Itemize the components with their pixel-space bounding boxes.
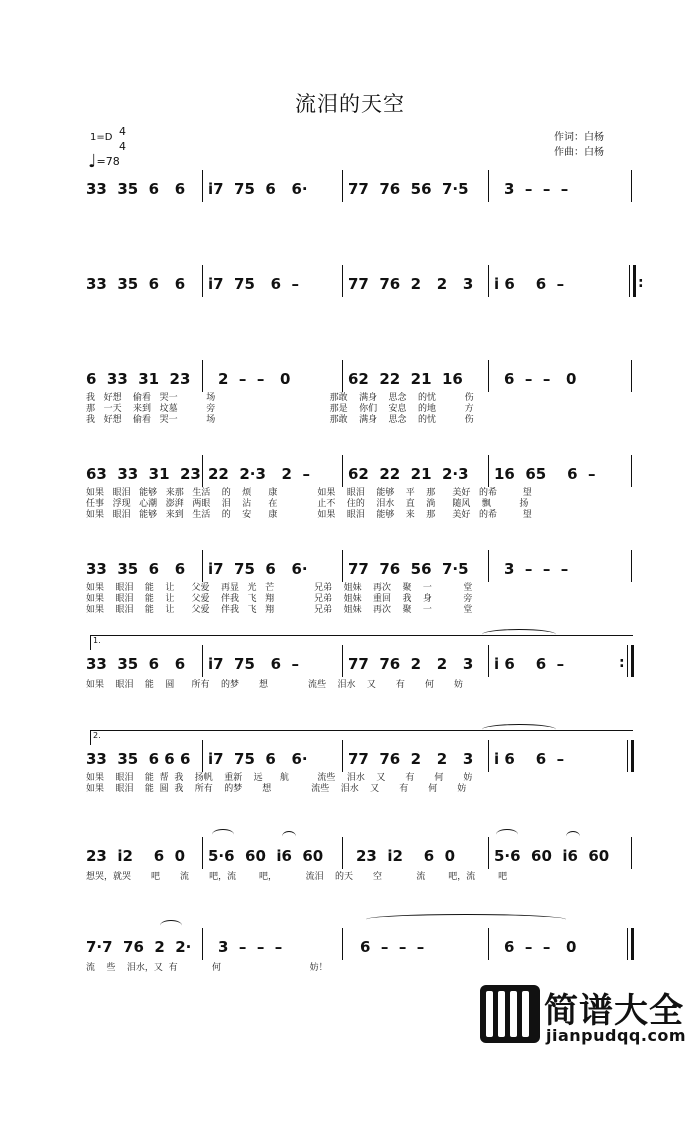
song-title: 流泪的天空	[295, 92, 405, 116]
measure: 33 35 6 6 6	[86, 750, 191, 768]
barline	[342, 550, 343, 582]
barline	[631, 550, 632, 582]
barline	[631, 455, 632, 487]
tempo-marking	[88, 151, 120, 172]
measure: 77 76 2 2 3	[348, 655, 474, 673]
tempo-value: =78	[96, 155, 120, 168]
measure: i 6 6 –	[494, 655, 565, 673]
piano-keys-icon	[480, 985, 540, 1043]
lyricist: 作词：白杨	[554, 132, 604, 143]
lyric-line: 如果 眼泪 能 让 父爱 伴我 飞 翔 兄弟 姐妹 重回 我 身 旁	[86, 594, 473, 604]
measure: i7 75 6 6·	[208, 750, 308, 768]
time-signature	[119, 124, 126, 154]
barline	[488, 170, 489, 202]
measure: 22 2·3 2 –	[208, 465, 310, 483]
lyric-line: 如果 眼泪 能 圆 我 所有 的梦 想 流些 泪水 又 有 何 妨	[86, 784, 467, 794]
measure: 6 33 31 23	[86, 370, 191, 388]
barline	[202, 360, 203, 392]
repeat-dots: :	[638, 275, 644, 291]
volta-bracket-1: 1.	[90, 635, 633, 650]
measure: 6 – – 0	[504, 370, 577, 388]
barline	[488, 740, 489, 772]
key-signature: 1=D	[90, 132, 113, 143]
measure: 3 – – –	[504, 560, 569, 578]
barline	[202, 645, 203, 677]
notes-row	[84, 938, 644, 960]
measure: 16 65 6 –	[494, 465, 596, 483]
measure: i7 75 6 –	[208, 655, 299, 673]
measure: 33 35 6 6	[86, 275, 186, 293]
lyric-line: 任事 浮现 心潮 澎湃 两眼 泪 沾 在 止不 住的 泪水 直 淌 随风 飘 扬	[86, 499, 529, 509]
lyric-line: 如果 眼泪 能 帮 我 扬帆 重新 远 航 流些 泪水 又 有 何 妨	[86, 773, 473, 783]
barline	[627, 928, 628, 960]
slur	[496, 829, 518, 840]
barline	[342, 645, 343, 677]
barline	[202, 170, 203, 202]
watermark-url: jianpudqq.com	[546, 1026, 687, 1045]
barline	[488, 550, 489, 582]
slur	[282, 831, 296, 842]
notes-row	[84, 655, 644, 677]
barline	[629, 265, 630, 297]
barline	[202, 837, 203, 869]
repeat-barline	[631, 645, 634, 677]
slur	[482, 724, 556, 735]
slur	[160, 920, 182, 931]
barline	[342, 928, 343, 960]
measure: 33 35 6 6	[86, 560, 186, 578]
measure: 62 22 21 16	[348, 370, 463, 388]
repeat-dots: :	[619, 655, 625, 671]
measure: i7 75 6 6·	[208, 560, 308, 578]
final-barline	[631, 928, 634, 960]
lyric-line: 想哭，就哭 吧 流 吧，流 吧， 流泪 的天 空 流 吧，流 吧	[86, 872, 508, 882]
slur	[566, 831, 580, 842]
barline	[342, 265, 343, 297]
lyric-line: 我 好想 偷看 哭一 场 那敢 满身 思念 的忧 伤	[86, 393, 474, 403]
barline	[342, 740, 343, 772]
measure: 3 – – –	[504, 180, 569, 198]
measure: 77 76 56 7·5	[348, 560, 469, 578]
barline	[342, 170, 343, 202]
lyric-line: 如果 眼泪 能 让 父爱 再显 光 芒 兄弟 姐妹 再次 聚 一 堂	[86, 583, 473, 593]
measure: 23 i2 6 0	[356, 847, 456, 865]
measure: 33 35 6 6	[86, 655, 186, 673]
watermark-logo	[480, 983, 700, 1050]
watermark-name: 简谱大全	[544, 991, 684, 1031]
measure: 5·6 60 i6 60	[208, 847, 324, 865]
lyric-line: 如果 眼泪 能够 来那 生活 的 烦 康 如果 眼泪 能够 平 那 美好 的希 望	[86, 488, 532, 498]
lyric-line: 如果 眼泪 能 圆 所有 的梦 想 流些 泪水 又 有 何 妨	[86, 680, 463, 690]
barline	[202, 740, 203, 772]
lyric-line: 那 一天 来到 坟墓 旁 那是 你们 安息 的地 方	[86, 404, 474, 414]
measure: i 6 6 –	[494, 750, 565, 768]
lyric-line: 如果 眼泪 能够 来到 生活 的 安 康 如果 眼泪 能够 来 那 美好 的希 望	[86, 510, 532, 520]
barline	[627, 740, 628, 772]
measure: 77 76 2 2 3	[348, 750, 474, 768]
slur	[212, 829, 234, 840]
barline	[631, 360, 632, 392]
barline	[202, 550, 203, 582]
composer: 作曲：白杨	[554, 147, 604, 158]
notes-row	[84, 847, 644, 869]
time-signature-bottom: 4	[119, 140, 126, 153]
barline	[202, 265, 203, 297]
measure: 33 35 6 6	[86, 180, 186, 198]
time-signature-top: 4	[119, 125, 126, 138]
barline	[488, 360, 489, 392]
notes-row	[84, 560, 644, 582]
measure: 3 – – –	[218, 938, 283, 956]
notes-row	[84, 180, 644, 202]
measure: i7 75 6 –	[208, 275, 299, 293]
quarter-note-icon: ♩	[88, 151, 97, 172]
measure: 77 76 56 7·5	[348, 180, 469, 198]
barline	[342, 360, 343, 392]
measure: 2 – – 0	[218, 370, 291, 388]
barline	[488, 837, 489, 869]
lyric-line: 流 些 泪水，又 有 何 妨！	[86, 963, 328, 973]
barline	[488, 645, 489, 677]
measure: 6 – – 0	[504, 938, 577, 956]
slur	[482, 629, 556, 640]
measure: i 6 6 –	[494, 275, 565, 293]
measure: 23 i2 6 0	[86, 847, 186, 865]
notes-row	[84, 275, 644, 297]
notes-row	[84, 465, 644, 487]
measure: 6 – – –	[360, 938, 425, 956]
lyric-line: 如果 眼泪 能 让 父爱 伴我 飞 翔 兄弟 姐妹 再次 聚 一 堂	[86, 605, 473, 615]
measure: i7 75 6 6·	[208, 180, 308, 198]
measure: 62 22 21 2·3	[348, 465, 469, 483]
credits	[554, 130, 604, 160]
barline	[627, 645, 628, 677]
measure: 77 76 2 2 3	[348, 275, 474, 293]
measure: 7·7 76 2 2·	[86, 938, 192, 956]
measure: 5·6 60 i6 60	[494, 847, 610, 865]
repeat-barline	[633, 265, 636, 297]
barline	[631, 170, 632, 202]
lyric-line: 我 好想 偷看 哭一 场 那敢 满身 思念 的忧 伤	[86, 415, 474, 425]
barline	[342, 837, 343, 869]
barline	[488, 928, 489, 960]
measure: 63 33 31 23	[86, 465, 201, 483]
notes-row	[84, 370, 644, 392]
barline	[488, 455, 489, 487]
barline	[488, 265, 489, 297]
slur	[366, 914, 566, 925]
barline	[202, 928, 203, 960]
volta-bracket-2: 2.	[90, 730, 633, 745]
barline	[202, 455, 203, 487]
final-barline	[631, 740, 634, 772]
barline	[631, 837, 632, 869]
barline	[342, 455, 343, 487]
notes-row	[84, 750, 644, 772]
